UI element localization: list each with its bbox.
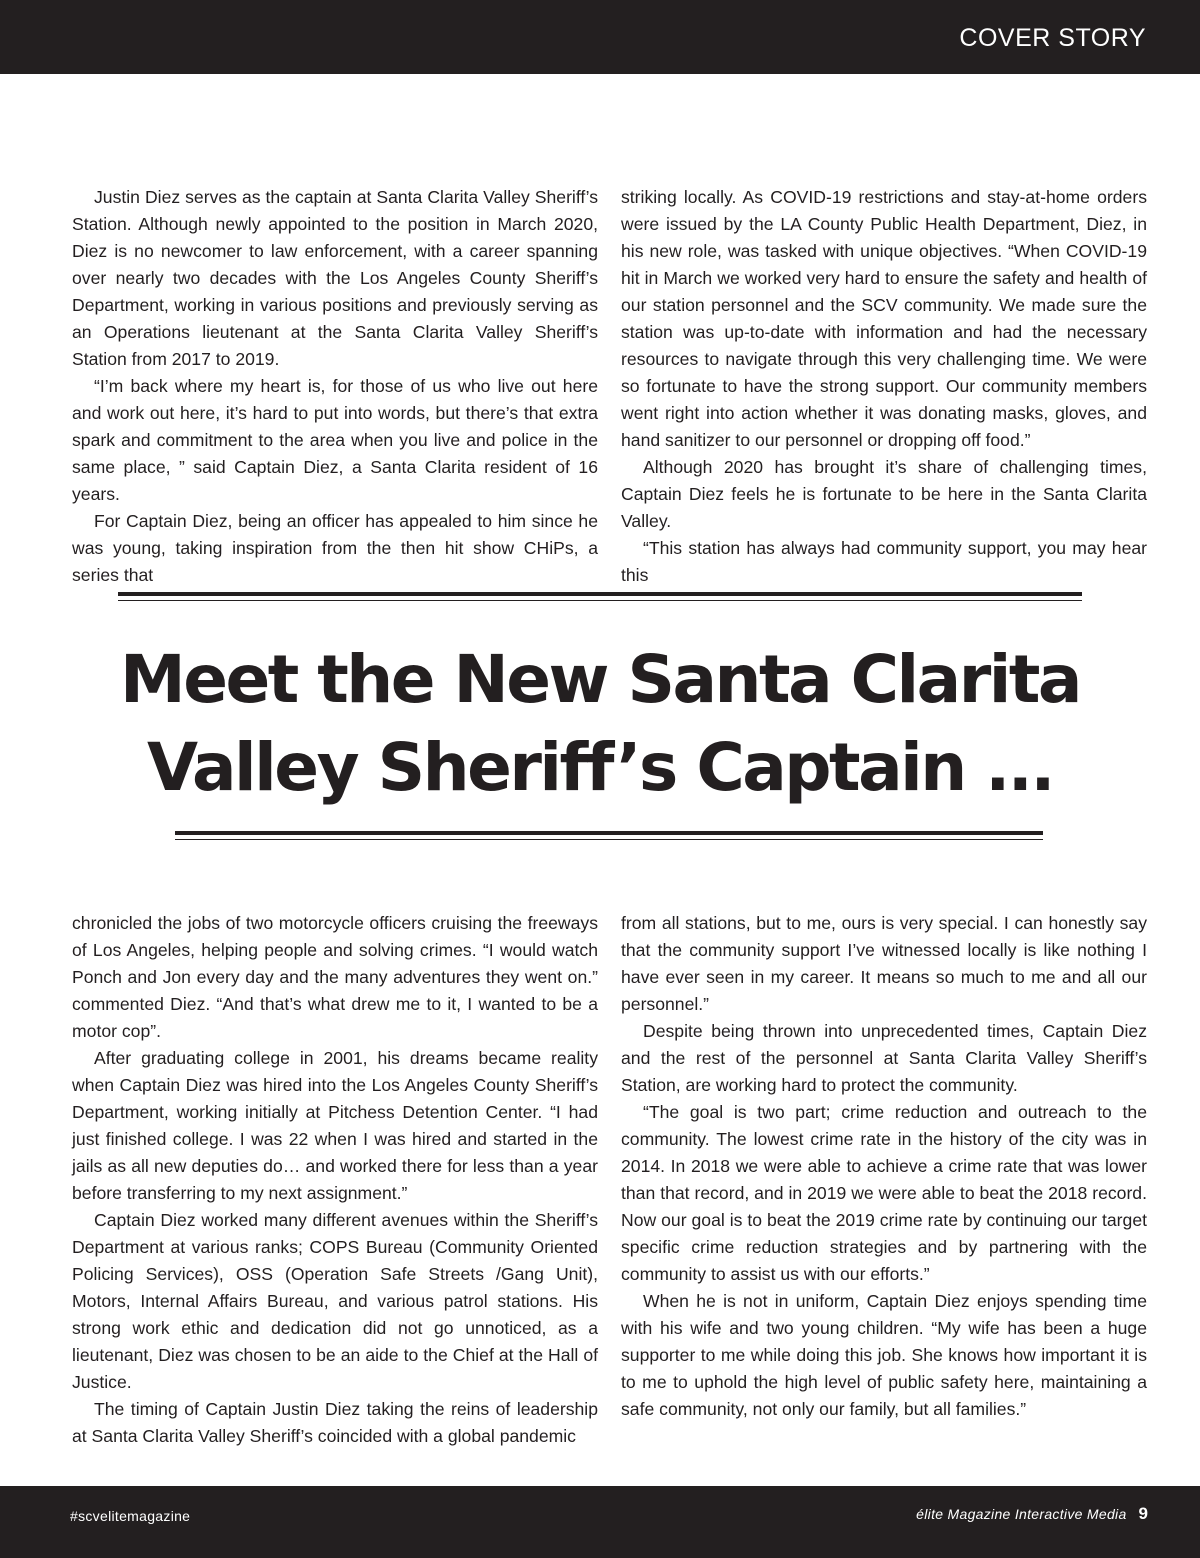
publication-name: élite Magazine Interactive Media xyxy=(916,1506,1127,1522)
article-column-bottom-left xyxy=(72,910,598,1450)
headline-rule-bottom xyxy=(175,831,1043,840)
paragraph: striking locally. As COVID-19 restrictions and stay-at-home orders were issued by the LA County Public Health Department, Diez, in his new role, was tasked with unique objectives. “When COVID-19 hit in March we worked very hard to ensure the safety and health of our station personnel and the SCV community. We made sure the station was up-to-date with information and had the necessary resources to navigate through this very challenging time. We were so fortunate to have the strong support. Our community members went right into action whether it was donating masks, gloves, and hand sanitizer to our personnel or dropping off food.” xyxy=(621,187,1147,450)
paragraph: from all stations, but to me, ours is very special. I can honestly say that the community support I’ve witnessed locally is like nothing I have ever seen in my career. It means so much to me and all our personnel.” xyxy=(621,913,1147,1014)
article-headline xyxy=(0,636,1200,812)
article-column-bottom-right xyxy=(621,910,1147,1423)
article-column-top-right xyxy=(621,184,1147,589)
paragraph: Although 2020 has brought it’s share of challenging times, Captain Diez feels he is fortunate to be here in the Santa Clarita Valley. xyxy=(621,457,1147,531)
paragraph: After graduating college in 2001, his dreams became reality when Captain Diez was hired into the Los Angeles County Sheriff’s Department, working initially at Pitchess Detention Center. “I had just finished college. I was 22 when I was hired and started in the jails as all new deputies do… and worked there for less than a year before transferring to my next assignment.” xyxy=(72,1048,598,1203)
article-column-top-left xyxy=(72,184,598,589)
headline-line-1: Meet the New Santa Clarita xyxy=(120,641,1080,718)
paragraph: Despite being thrown into unprecedented times, Captain Diez and the rest of the personnel at Santa Clarita Valley Sheriff’s Station, are working hard to protect the community. xyxy=(621,1021,1147,1095)
header-bar xyxy=(0,0,1200,74)
paragraph: For Captain Diez, being an officer has appealed to him since he was young, taking inspiration from the then hit show CHiPs, a series that xyxy=(72,511,598,585)
paragraph: When he is not in uniform, Captain Diez enjoys spending time with his wife and two young children. “My wife has been a huge supporter to me while doing this job. She knows how important it is to me to uphold the high level of public safety here, maintaining a safe community, not only our family, but all families.” xyxy=(621,1291,1147,1419)
paragraph: chronicled the jobs of two motorcycle officers cruising the freeways of Los Angeles, helping people and solving crimes. “I would watch Ponch and Jon every day and the many adventures they went on.” commented Diez. “And that’s what drew me to it, I wanted to be a motor cop”. xyxy=(72,913,598,1041)
paragraph: “The goal is two part; crime reduction and outreach to the community. The lowest crime rate in the history of the city was in 2014. In 2018 we were able to achieve a crime rate that was lower than that record, and in 2019 we were able to beat the 2018 record. Now our goal is to beat the 2019 crime rate by continuing our target specific crime reduction strategies and by partnering with the community to assist us with our efforts.” xyxy=(621,1102,1147,1284)
paragraph: The timing of Captain Justin Diez taking the reins of leadership at Santa Clarita Valley Sheriff’s coincided with a global pandemic xyxy=(72,1399,598,1446)
paragraph: Captain Diez worked many different avenues within the Sheriff’s Department at various ranks; COPS Bureau (Community Oriented Policing Services), OSS (Operation Safe Streets /Gang Unit), Motors, Internal Affairs Bureau, and various patrol stations. His strong work ethic and dedication did not go unnoticed, as a lieutenant, Diez was chosen to be an aide to the Chief at the Hall of Justice. xyxy=(72,1210,598,1392)
footer-hashtag: #scvelitemagazine xyxy=(70,1508,191,1524)
section-label: COVER STORY xyxy=(959,24,1146,52)
paragraph: “This station has always had community support, you may hear this xyxy=(621,538,1147,585)
footer-right xyxy=(916,1504,1148,1524)
headline-line-2: Valley Sheriff’s Captain ... xyxy=(147,729,1053,806)
page-number: 9 xyxy=(1138,1504,1148,1523)
headline-rule-top xyxy=(118,592,1082,601)
paragraph: Justin Diez serves as the captain at Santa Clarita Valley Sheriff’s Station. Although newly appointed to the position in March 2020, Diez is no newcomer to law enforcement, with a career spanning over nearly two decades with the Los Angeles County Sheriff’s Department, working in various positions and previously serving as an Operations lieutenant at the Santa Clarita Valley Sheriff’s Station from 2017 to 2019. xyxy=(72,187,598,369)
paragraph: “I’m back where my heart is, for those of us who live out here and work out here, it’s hard to put into words, but there’s that extra spark and commitment to the area when you live and police in the same place, ” said Captain Diez, a Santa Clarita resident of 16 years. xyxy=(72,376,598,504)
footer-bar xyxy=(0,1486,1200,1558)
